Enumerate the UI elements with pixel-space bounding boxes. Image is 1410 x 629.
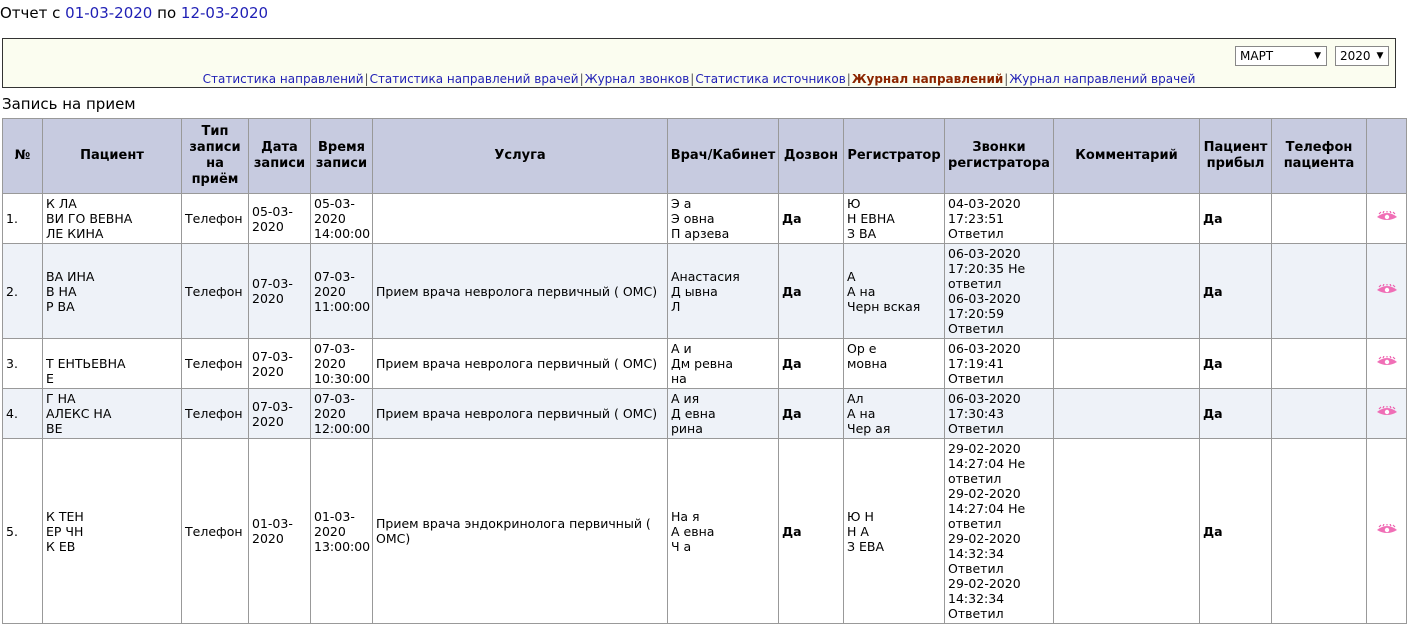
service-name: Прием врача невролога первичный ( ОМС) <box>373 389 668 439</box>
column-header: Регистратор <box>844 119 945 194</box>
row-action[interactable] <box>1367 439 1407 624</box>
patient-arrived: Да <box>1200 244 1272 339</box>
appointment-time: 07-03-2020 11:00:00 <box>311 244 373 339</box>
doctor-name: А и Дм ревна на <box>668 339 779 389</box>
navigation-panel <box>2 38 1396 88</box>
report-period <box>0 4 268 22</box>
column-header: Дата записи <box>249 119 311 194</box>
row-action[interactable] <box>1367 389 1407 439</box>
report-mid: по <box>157 4 177 22</box>
doctor-name: А ия Д евна рина <box>668 389 779 439</box>
column-header: Комментарий <box>1054 119 1200 194</box>
table-row[interactable] <box>3 439 1407 624</box>
appointment-time: 01-03-2020 13:00:00 <box>311 439 373 624</box>
table-row[interactable] <box>3 339 1407 389</box>
comment <box>1054 244 1200 339</box>
column-header: Услуга <box>373 119 668 194</box>
patient-name: Т ЕНТЬЕВНА Е <box>43 339 182 389</box>
appointment-time: 07-03-2020 10:30:00 <box>311 339 373 389</box>
row-action[interactable] <box>1367 339 1407 389</box>
date-to[interactable]: 12-03-2020 <box>180 4 269 22</box>
registrar-name: Ор е мовна <box>844 339 945 389</box>
patient-phone <box>1272 244 1367 339</box>
registrar-calls: 29-02-2020 14:27:04 Не ответил 29-02-2020 14:27:04 Не ответил 29-02-2020 14:32:34 Ответил 29-02-2020 14:32:34 Ответил <box>945 439 1054 624</box>
patient-name: ВА ИНА В НА Р ВА <box>43 244 182 339</box>
registrar-calls: 04-03-2020 17:23:51 Ответил <box>945 194 1054 244</box>
chevron-down-icon: ▼ <box>1376 51 1384 61</box>
nav-link[interactable]: Статистика источников <box>695 72 846 86</box>
appointment-type: Телефон <box>182 389 249 439</box>
dial-status: Да <box>779 389 844 439</box>
registrar-name: Ал А на Чер ая <box>844 389 945 439</box>
service-name: Прием врача невролога первичный ( ОМС) <box>373 339 668 389</box>
appointment-type: Телефон <box>182 439 249 624</box>
appointment-type: Телефон <box>182 244 249 339</box>
column-header: Тип записи на приём <box>182 119 249 194</box>
nav-link[interactable]: Журнал направлений врачей <box>1009 72 1196 86</box>
nav-separator: | <box>846 72 851 86</box>
column-header: № <box>3 119 43 194</box>
column-header: Дозвон <box>779 119 844 194</box>
table-row[interactable] <box>3 389 1407 439</box>
column-header: Врач/Кабинет <box>668 119 779 194</box>
nav-link[interactable]: Статистика направлений врачей <box>369 72 579 86</box>
month-value: МАРТ <box>1240 49 1274 63</box>
column-header: Звонки регистратора <box>945 119 1054 194</box>
table-row[interactable] <box>3 244 1407 339</box>
row-number: 5. <box>3 439 43 624</box>
column-header: Время записи <box>311 119 373 194</box>
dial-status: Да <box>779 339 844 389</box>
appointment-time: 05-03-2020 14:00:00 <box>311 194 373 244</box>
section-title: Запись на прием <box>2 95 136 113</box>
comment <box>1054 339 1200 389</box>
registrar-calls: 06-03-2020 17:30:43 Ответил <box>945 389 1054 439</box>
record-date: 05-03-2020 <box>249 194 311 244</box>
comment <box>1054 194 1200 244</box>
month-select[interactable] <box>1235 46 1327 66</box>
nav-separator: | <box>690 72 695 86</box>
service-name: Прием врача эндокринолога первичный ( ОМС) <box>373 439 668 624</box>
patient-phone <box>1272 389 1367 439</box>
comment <box>1054 389 1200 439</box>
nav-separator: | <box>579 72 584 86</box>
nav-separator: | <box>1004 72 1009 86</box>
record-date: 07-03-2020 <box>249 339 311 389</box>
row-action[interactable] <box>1367 194 1407 244</box>
date-from[interactable]: 01-03-2020 <box>65 4 153 22</box>
patient-arrived: Да <box>1200 439 1272 624</box>
dial-status: Да <box>779 244 844 339</box>
patient-arrived: Да <box>1200 389 1272 439</box>
eye-icon[interactable] <box>1376 356 1398 371</box>
row-number: 1. <box>3 194 43 244</box>
year-value: 2020 <box>1340 49 1371 63</box>
row-number: 4. <box>3 389 43 439</box>
eye-icon[interactable] <box>1376 211 1398 226</box>
record-date: 07-03-2020 <box>249 389 311 439</box>
row-number: 3. <box>3 339 43 389</box>
doctor-name: Анастасия Д ывна Л <box>668 244 779 339</box>
comment <box>1054 439 1200 624</box>
year-select[interactable] <box>1335 46 1389 66</box>
doctor-name: Э а Э овна П арзева <box>668 194 779 244</box>
table-header <box>3 119 1407 194</box>
nav-link[interactable]: Журнал звонков <box>584 72 690 86</box>
eye-icon[interactable] <box>1376 524 1398 539</box>
patient-name: К ТЕН ЕР ЧН К ЕВ <box>43 439 182 624</box>
registrar-name: Ю Н ЕВНА З ВА <box>844 194 945 244</box>
row-action[interactable] <box>1367 244 1407 339</box>
appointment-type: Телефон <box>182 194 249 244</box>
report-prefix: Отчет с <box>0 4 61 22</box>
report-links <box>3 72 1395 86</box>
patient-name: Г НА АЛЕКС НА ВЕ <box>43 389 182 439</box>
eye-icon[interactable] <box>1376 406 1398 421</box>
registrar-calls: 06-03-2020 17:19:41 Ответил <box>945 339 1054 389</box>
patient-arrived: Да <box>1200 339 1272 389</box>
appointment-time: 07-03-2020 12:00:00 <box>311 389 373 439</box>
record-date: 01-03-2020 <box>249 439 311 624</box>
patient-phone <box>1272 339 1367 389</box>
nav-link[interactable]: Статистика направлений <box>202 72 364 86</box>
column-header <box>1367 119 1407 194</box>
appointment-type: Телефон <box>182 339 249 389</box>
dial-status: Да <box>779 439 844 624</box>
registrar-name: Ю Н Н А З ЕВА <box>844 439 945 624</box>
chevron-down-icon: ▼ <box>1314 51 1321 61</box>
column-header: Телефон пациента <box>1272 119 1367 194</box>
patient-phone <box>1272 439 1367 624</box>
registrar-calls: 06-03-2020 17:20:35 Не ответил 06-03-2020 17:20:59 Ответил <box>945 244 1054 339</box>
doctor-name: На я А евна Ч а <box>668 439 779 624</box>
appointments-table <box>2 118 1407 624</box>
service-name: Прием врача невролога первичный ( ОМС) <box>373 244 668 339</box>
patient-phone <box>1272 194 1367 244</box>
dial-status: Да <box>779 194 844 244</box>
row-number: 2. <box>3 244 43 339</box>
column-header: Пациент прибыл <box>1200 119 1272 194</box>
table-row[interactable] <box>3 194 1407 244</box>
nav-separator: | <box>364 72 369 86</box>
column-header: Пациент <box>43 119 182 194</box>
patient-arrived: Да <box>1200 194 1272 244</box>
record-date: 07-03-2020 <box>249 244 311 339</box>
registrar-name: А А на Черн вская <box>844 244 945 339</box>
patient-name: К ЛА ВИ ГО ВЕВНА ЛЕ КИНА <box>43 194 182 244</box>
service-name <box>373 194 668 244</box>
eye-icon[interactable] <box>1376 284 1398 299</box>
nav-link[interactable]: Журнал направлений <box>851 72 1004 86</box>
